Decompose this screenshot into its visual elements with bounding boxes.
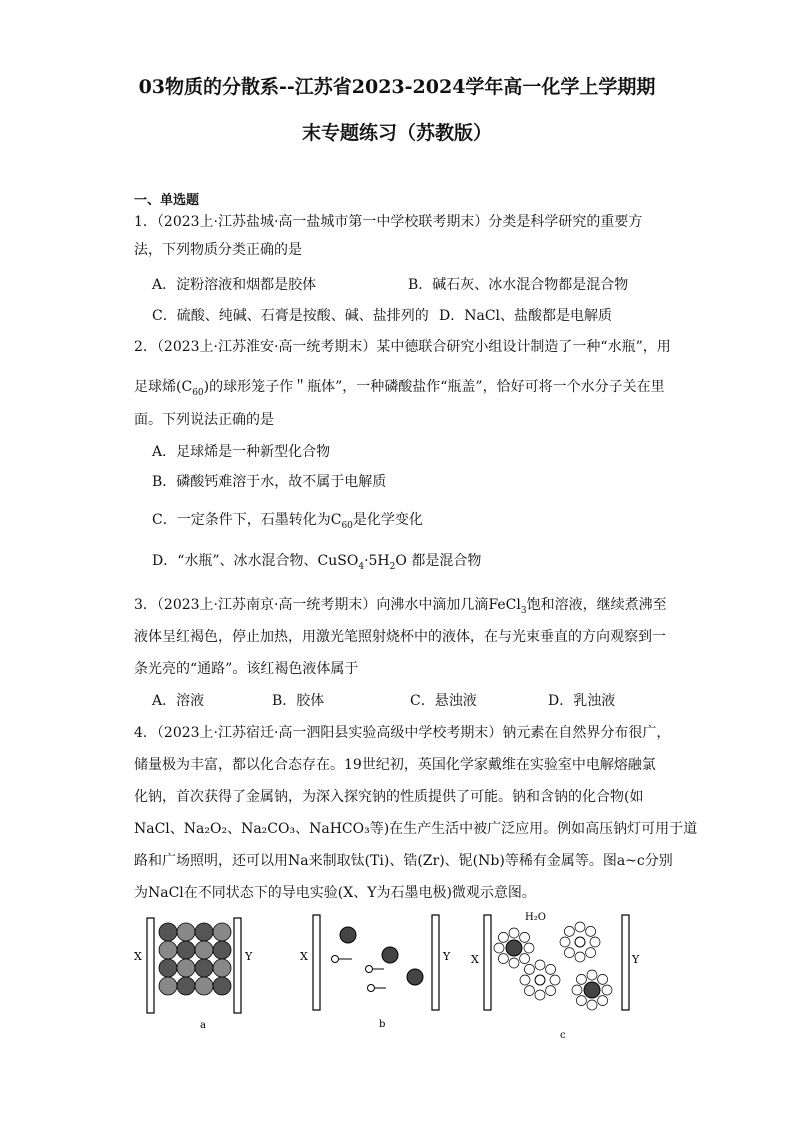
title-line-1: 03物质的分散系--江苏省2023-2024学年高一化学上学期期 <box>138 76 656 98</box>
q2-option-a: A．足球烯是一种新型化合物 <box>152 444 331 460</box>
q3-text: 3．（2023上·江苏南京·高一统考期末）向沸水中滴加几滴 <box>134 597 489 613</box>
label-y-c: Y <box>632 953 640 966</box>
water-molecule <box>524 986 534 996</box>
electrode-y-a <box>234 918 241 1013</box>
question-2-line-1: 2．（2023上·江苏淮安·高一统考期末）某中德联合研究小组设计制造了一种“水瓶”，用 <box>134 339 671 355</box>
section-heading: 一、单选题 <box>134 193 200 208</box>
label-y-b: Y <box>443 950 451 963</box>
diagram-a <box>134 918 253 1031</box>
question-4-line-4: NaCl、Na₂O₂、Na₂CO₃、NaHCO₃等)在生产生活中被广泛应用。例如高压钠灯可用于道 <box>134 821 698 837</box>
label-c: c <box>560 1030 566 1041</box>
question-4-line-1: 4．（2023上·江苏宿迁·高一泗阳县实验高级中学校考期末）钠元素在自然界分布很广， <box>134 725 671 741</box>
lattice-ion <box>195 923 213 941</box>
water-molecule <box>520 932 530 942</box>
q2-d-text-cont: 都是混合物 <box>411 553 482 569</box>
question-2-line-2: 足球烯$(C_{60})$的球形笼子作＂瓶体”，一种磷酸盐作“瓶盖”，恰好可将一个水分子关在里 <box>134 379 665 398</box>
lattice-ion <box>177 977 195 995</box>
oxygen-symbol: O <box>395 553 407 569</box>
q2-option-b: B．磷酸钙难溶于水，故不属于电解质 <box>152 474 387 490</box>
q3-option-d: D．乳浊液 <box>548 693 616 709</box>
water-molecule <box>587 1000 597 1010</box>
label-y-a: Y <box>245 950 253 963</box>
hydrated-sodium-ion <box>506 940 522 956</box>
water-molecule <box>509 958 519 968</box>
c60-subscript-c: 60 <box>341 520 353 531</box>
q2-text: 足球烯 <box>134 379 176 395</box>
water-molecule <box>498 954 508 964</box>
chloride-ion <box>368 985 375 992</box>
water-molecule <box>598 974 608 984</box>
lattice-ion <box>159 959 177 977</box>
q1-option-c: C．硫酸、纯碱、石膏是按酸、碱、盐排列的 <box>152 308 429 324</box>
water-molecule <box>564 926 574 936</box>
cuso4-subscript: 4 <box>358 561 365 572</box>
water-molecule <box>586 926 596 936</box>
water-molecule <box>494 943 504 953</box>
water-molecule <box>590 937 600 947</box>
c60-formula: C <box>181 379 193 395</box>
nacl-conductivity-figure <box>132 910 662 1049</box>
water-molecule <box>598 996 608 1006</box>
label-x-c: X <box>471 953 479 966</box>
lattice-ion <box>159 941 177 959</box>
lattice-ion <box>213 977 231 995</box>
label-b: b <box>379 1019 386 1030</box>
document-title <box>0 64 794 156</box>
water-molecule <box>575 922 585 932</box>
water-molecule <box>535 960 545 970</box>
q3-text-cont: 饱和溶液，继续煮沸至 <box>526 597 667 613</box>
question-4-line-6: 为NaCl在不同状态下的导电实验(X、Y为石墨电极)微观示意图。 <box>134 885 536 901</box>
ionic-lattice <box>159 923 231 995</box>
water-molecule <box>524 964 534 974</box>
question-4-line-3: 化钠，首次获得了金属钠，为深入探究钠的性质提供了可能。钠和含钠的化合物(如 <box>134 789 644 805</box>
q1-option-a: A．淀粉溶液和烟都是胶体 <box>152 277 317 293</box>
diagram-b <box>300 915 451 1030</box>
hydrate-formula: ·5H <box>364 553 390 569</box>
water-molecule <box>575 952 585 962</box>
h2o-subscript: 2 <box>389 561 396 572</box>
q2-option-c <box>152 510 423 536</box>
q2-text-cont: 的球形笼子作＂瓶体”，一种磷酸盐作“瓶盖”，恰好可将一个水分子关在里 <box>209 379 665 395</box>
water-molecule <box>576 974 586 984</box>
hydrated-ions <box>494 922 612 1010</box>
diagram-c <box>471 912 640 1041</box>
water-molecule <box>509 928 519 938</box>
water-molecule <box>586 948 596 958</box>
water-molecule <box>560 937 570 947</box>
q3-option-c: C．悬浊液 <box>410 693 477 709</box>
lattice-ion <box>177 959 195 977</box>
q3-option-b: B．胶体 <box>272 693 325 709</box>
water-molecule <box>602 985 612 995</box>
water-molecule <box>535 990 545 1000</box>
figure-svg <box>132 910 662 1045</box>
c60-formula-c: C <box>330 512 342 528</box>
chloride-ion <box>332 956 339 963</box>
question-4-line-5: 路和广场照明，还可以用Na来制取钛(Ti)、锆(Zr)、铌(Nb)等稀有金属等。图a~c分别 <box>134 853 673 869</box>
sodium-ion <box>407 969 423 985</box>
question-3-line-3: 条光亮的“通路”。该红褐色液体属于 <box>134 661 359 677</box>
water-molecule <box>572 985 582 995</box>
lattice-ion <box>195 941 213 959</box>
lattice-ion <box>177 923 195 941</box>
hydrated-sodium-ion <box>584 982 600 998</box>
chloride-ion <box>366 966 373 973</box>
title-line-2: 末专题练习（苏教版） <box>301 122 492 144</box>
water-molecule <box>564 948 574 958</box>
water-molecule <box>498 932 508 942</box>
q2-c-text: C．一定条件下，石墨转化为 <box>152 512 331 528</box>
fecl3-subscript: 3 <box>520 605 527 616</box>
lattice-ion <box>159 923 177 941</box>
water-molecule <box>520 954 530 964</box>
sodium-ion <box>340 927 356 943</box>
water-molecule <box>520 975 530 985</box>
electrode-y-b <box>432 915 439 1010</box>
electrode-y-c <box>622 915 629 1010</box>
lattice-ion <box>195 959 213 977</box>
water-molecule <box>546 964 556 974</box>
label-x-b: X <box>300 950 308 963</box>
c60-subscript: 60 <box>192 387 204 398</box>
lattice-ion <box>213 959 231 977</box>
water-molecule <box>576 996 586 1006</box>
question-3-line-2: 液体呈红褐色，停止加热，用激光笔照射烧杯中的液体，在与光束垂直的方向观察到一 <box>134 629 666 645</box>
q1-option-b: B．碱石灰、冰水混合物都是混合物 <box>408 277 629 293</box>
label-x-a: X <box>134 950 142 963</box>
lattice-ion <box>213 923 231 941</box>
q1-option-d: D．NaCl、盐酸都是电解质 <box>439 308 613 324</box>
sodium-ion <box>382 947 398 963</box>
label-a: a <box>200 1020 206 1031</box>
hydrated-chloride-ion <box>535 975 545 985</box>
lattice-ion <box>159 977 177 995</box>
water-label: H₂O <box>525 912 546 923</box>
water-molecule <box>550 975 560 985</box>
q3-option-a: A．溶液 <box>152 693 205 709</box>
electrode-x-b <box>313 915 320 1010</box>
q2-c-text-cont: 是化学变化 <box>352 512 423 528</box>
q2-option-d <box>152 551 481 577</box>
fecl3-formula: FeCl <box>488 597 521 613</box>
water-molecule <box>546 986 556 996</box>
lattice-ion <box>213 941 231 959</box>
q2-d-text: D．“水瓶”、冰水混合物、 <box>152 553 318 569</box>
question-2-line-3: 面。下列说法正确的是 <box>134 412 274 428</box>
cuso4-formula: CuSO <box>317 553 359 569</box>
water-molecule <box>587 970 597 980</box>
water-molecule <box>524 943 534 953</box>
lattice-ion <box>177 941 195 959</box>
question-1-stem: 1．（2023上·江苏盐城·高一盐城市第一中学校联考期末）分类是科学研究的重要方法，下列物质分类正确的是 <box>134 214 643 258</box>
question-4-line-2: 储量极为丰富，都以化合态存在。19世纪初，英国化学家戴维在实验室中电解熔融氯 <box>134 757 656 773</box>
hydrated-chloride-ion <box>575 937 585 947</box>
question-3-line-1 <box>134 595 667 621</box>
electrode-x-c <box>484 915 491 1010</box>
lattice-ion <box>195 977 213 995</box>
electrode-x-a <box>147 918 154 1013</box>
